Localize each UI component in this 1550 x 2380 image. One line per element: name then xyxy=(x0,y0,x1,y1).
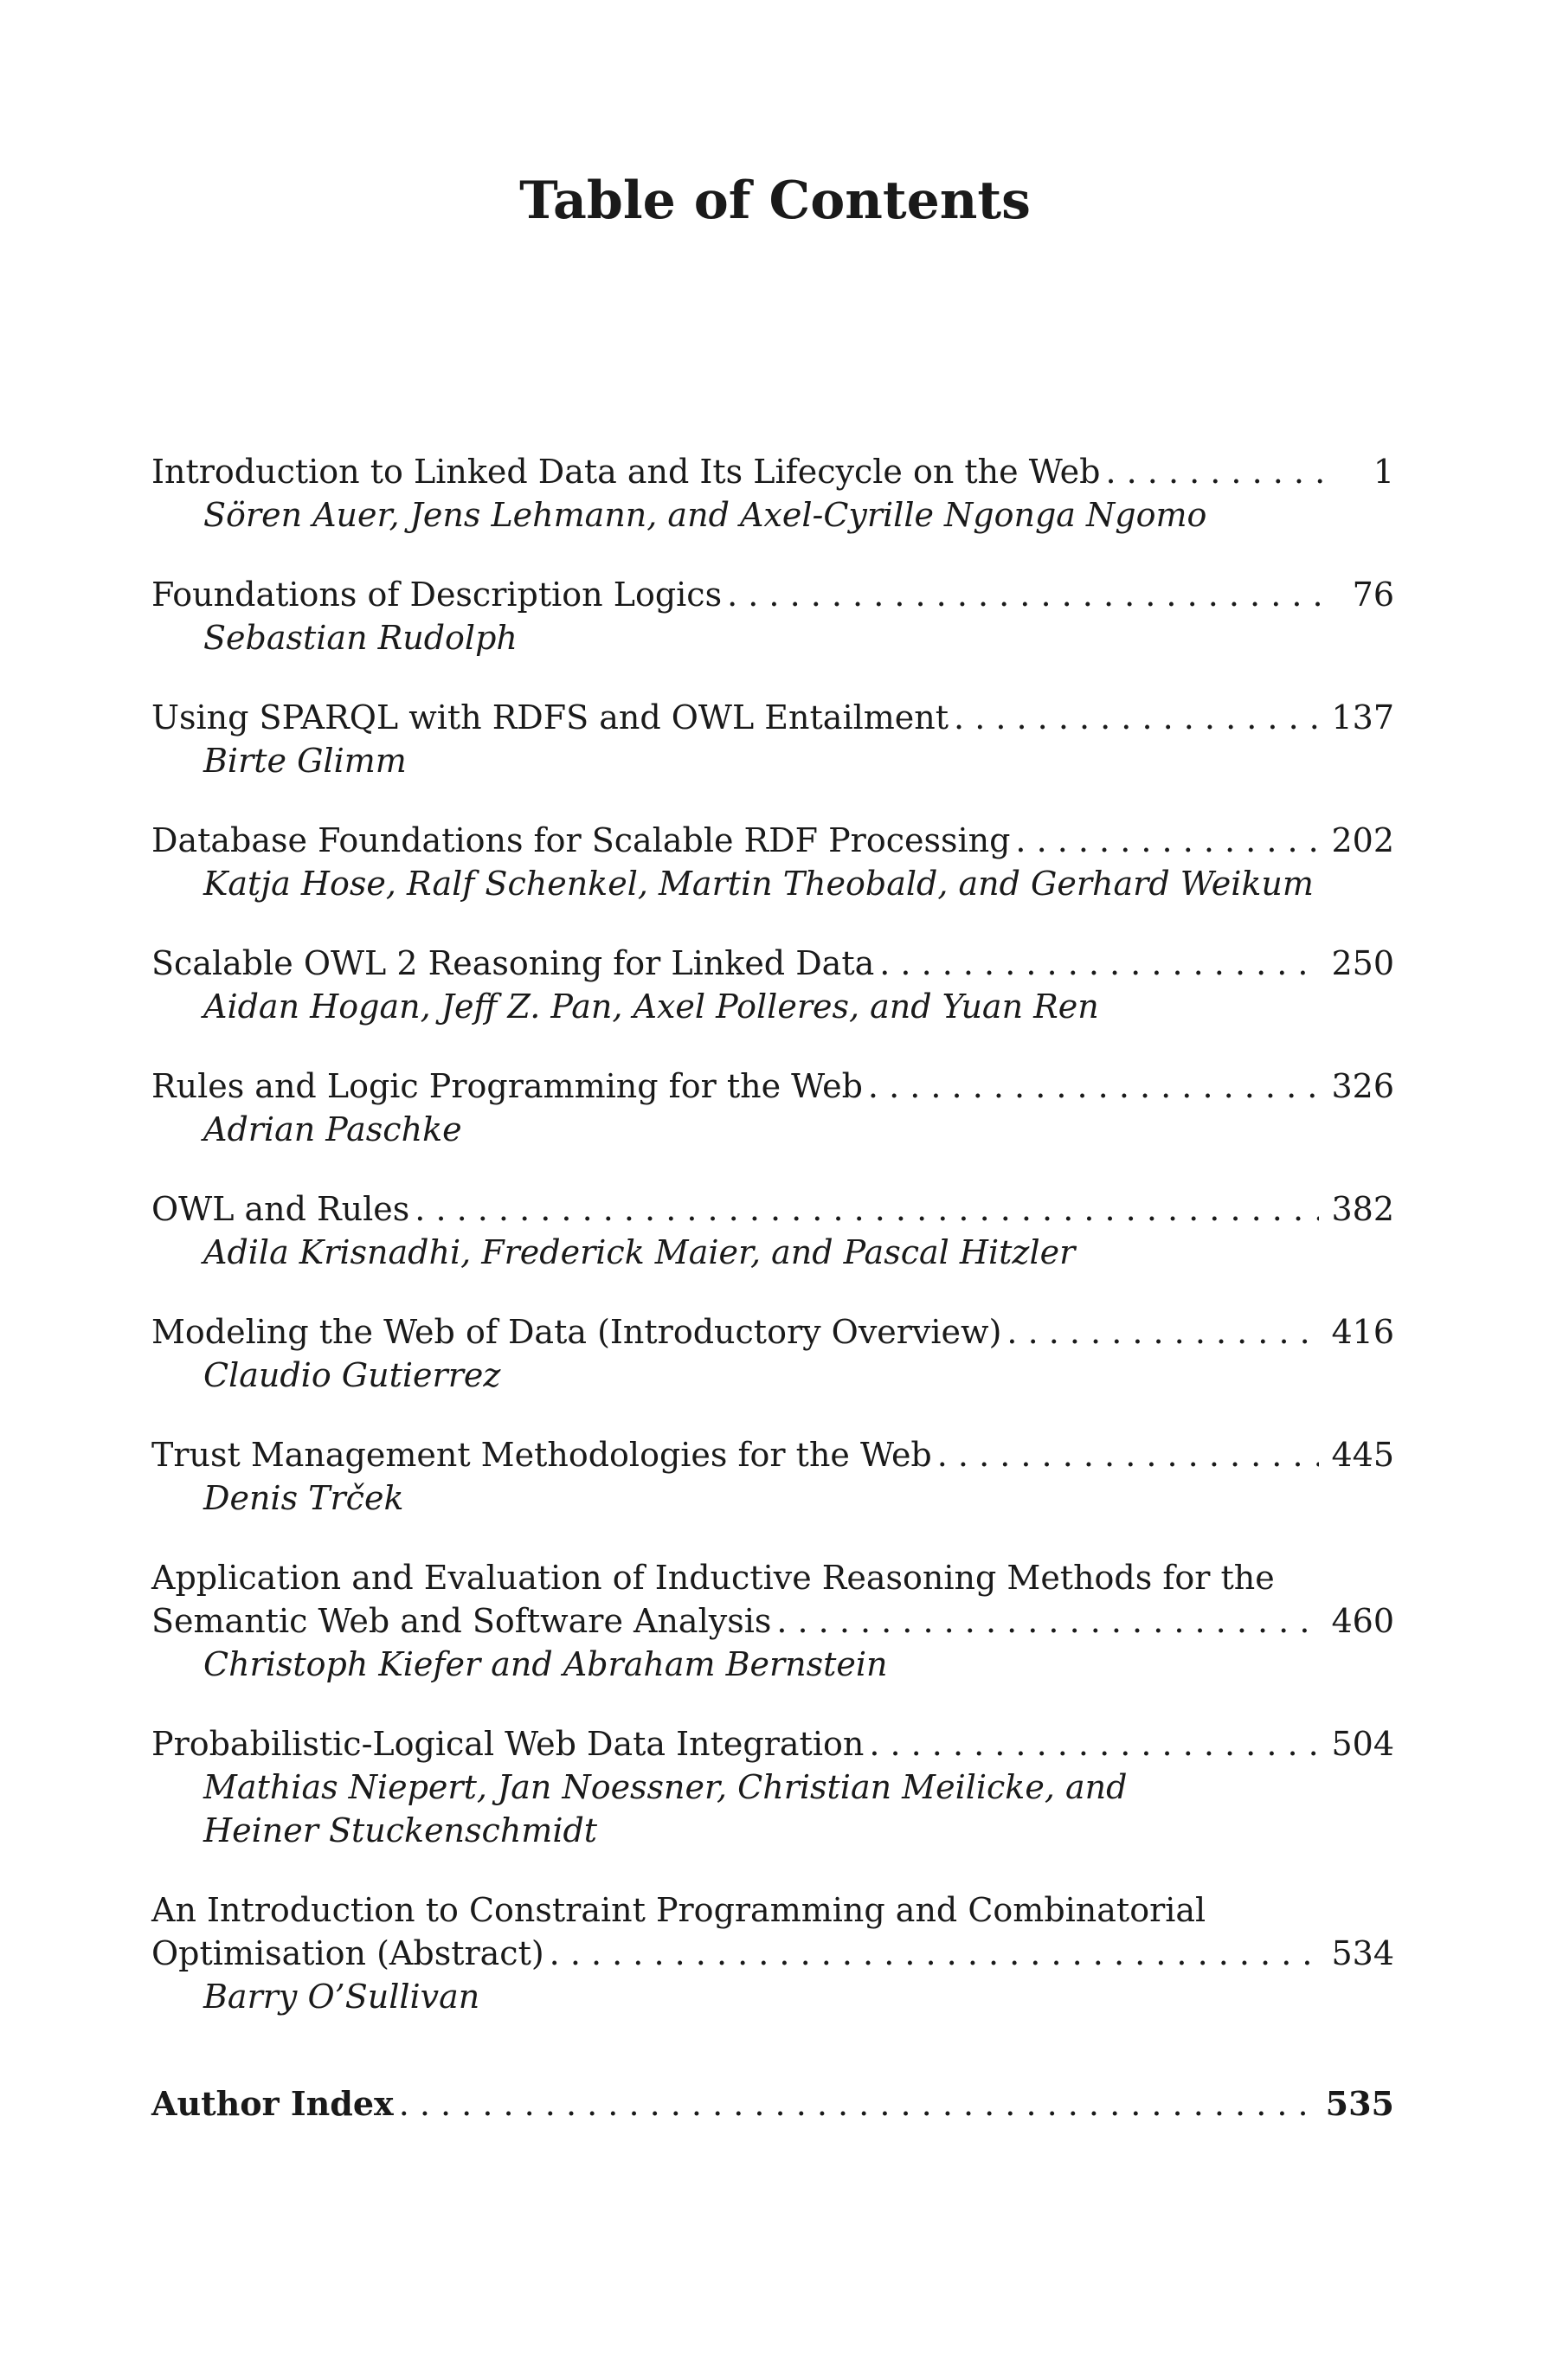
entry-page-number: 382 xyxy=(1331,1190,1394,1228)
entry-title-row xyxy=(151,1433,1394,1476)
dot-leader xyxy=(727,573,1330,616)
entry-title-row xyxy=(151,1310,1394,1354)
toc-entry[interactable] xyxy=(151,1722,1394,1852)
entry-authors: Barry O’Sullivan xyxy=(203,1978,480,2016)
entry-page-number: 1 xyxy=(1373,453,1394,491)
dot-leader xyxy=(399,2082,1314,2126)
table-of-contents xyxy=(151,450,1394,2162)
dot-leader xyxy=(954,696,1319,739)
entry-authors: Adrian Paschke xyxy=(203,1110,462,1148)
entry-title-row xyxy=(151,573,1394,616)
entry-page-number: 445 xyxy=(1331,1436,1394,1474)
dot-leader xyxy=(1105,450,1330,493)
entry-title-row xyxy=(151,1187,1394,1231)
entry-title: Semantic Web and Software Analysis xyxy=(151,1602,772,1640)
entry-authors: Mathias Niepert, Jan Noessner, Christian Meilicke, and xyxy=(203,1768,1128,1806)
toc-entry[interactable] xyxy=(151,1187,1394,1274)
dot-leader xyxy=(415,1187,1319,1231)
entry-authors: Birte Glimm xyxy=(203,742,407,780)
entry-title: OWL and Rules xyxy=(151,1190,410,1228)
entry-authors: Claudio Gutierrez xyxy=(203,1356,501,1394)
entry-title-row xyxy=(151,696,1394,739)
toc-entry[interactable] xyxy=(151,1556,1394,1686)
entry-authors: Katja Hose, Ralf Schenkel, Martin Theobald, and Gerhard Weikum xyxy=(203,865,1314,903)
entry-page-number: 416 xyxy=(1331,1313,1394,1351)
entry-title-row xyxy=(151,1932,1394,1975)
author-index-label: Author Index xyxy=(151,2084,394,2123)
dot-leader xyxy=(879,942,1319,985)
entry-authors: Adila Krisnadhi, Frederick Maier, and Pascal Hitzler xyxy=(203,1233,1076,1271)
entry-title: Optimisation (Abstract) xyxy=(151,1934,544,1972)
entry-authors: Heiner Stuckenschmidt xyxy=(203,1811,598,1849)
entry-title: Database Foundations for Scalable RDF Processing xyxy=(151,821,1011,859)
toc-entry[interactable] xyxy=(151,573,1394,659)
author-index-entry[interactable] xyxy=(151,2082,1394,2126)
dot-leader xyxy=(869,1722,1319,1766)
dot-leader xyxy=(937,1433,1320,1476)
author-index-line xyxy=(151,2082,1394,2126)
entry-authors: Sören Auer, Jens Lehmann, and Axel-Cyrille Ngonga Ngomo xyxy=(203,496,1207,534)
toc-entry[interactable] xyxy=(151,450,1394,537)
entry-authors: Aidan Hogan, Jeff Z. Pan, Axel Polleres, and Yuan Ren xyxy=(203,987,1099,1026)
entry-title: Probabilistic-Logical Web Data Integration xyxy=(151,1725,865,1763)
entry-title: Modeling the Web of Data (Introductory Overview) xyxy=(151,1313,1002,1351)
author-index-page: 535 xyxy=(1325,2084,1394,2123)
entry-title-row xyxy=(151,1065,1394,1108)
toc-entry[interactable] xyxy=(151,1888,1394,2018)
entry-page-number: 250 xyxy=(1331,944,1394,982)
entry-title: Rules and Logic Programming for the Web xyxy=(151,1067,863,1105)
dot-leader xyxy=(550,1932,1320,1975)
entry-page-number: 460 xyxy=(1331,1602,1394,1640)
entry-title: Trust Management Methodologies for the Web xyxy=(151,1436,932,1474)
entry-title: Foundations of Description Logics xyxy=(151,576,723,614)
entry-title-row xyxy=(151,819,1394,862)
entry-page-number: 76 xyxy=(1352,576,1394,614)
entry-title: Scalable OWL 2 Reasoning for Linked Data xyxy=(151,944,875,982)
entry-page-number: 504 xyxy=(1331,1725,1394,1763)
entry-title: Using SPARQL with RDFS and OWL Entailment xyxy=(151,698,949,737)
entry-authors: Christoph Kiefer and Abraham Bernstein xyxy=(203,1645,888,1683)
entry-page-number: 137 xyxy=(1331,698,1394,737)
entry-page-number: 202 xyxy=(1331,821,1394,859)
entry-title-row xyxy=(151,1599,1394,1643)
entry-page-number: 326 xyxy=(1331,1067,1394,1105)
entry-authors: Denis Trček xyxy=(203,1479,404,1517)
toc-entry[interactable] xyxy=(151,1065,1394,1151)
entry-title-row xyxy=(151,942,1394,985)
page-title: Table of Contents xyxy=(519,170,1031,231)
toc-entries xyxy=(151,450,1394,2018)
dot-leader xyxy=(1007,1310,1319,1354)
dot-leader xyxy=(868,1065,1320,1108)
toc-entry[interactable] xyxy=(151,942,1394,1028)
entry-title-row xyxy=(151,1722,1394,1766)
entry-title-line: Application and Evaluation of Inductive Reasoning Methods for the xyxy=(151,1559,1275,1597)
toc-entry[interactable] xyxy=(151,1433,1394,1520)
entry-page-number: 534 xyxy=(1331,1934,1394,1972)
entry-title: Introduction to Linked Data and Its Lifecycle on the Web xyxy=(151,453,1101,491)
entry-title-row xyxy=(151,450,1394,493)
dot-leader xyxy=(1015,819,1319,862)
entry-authors: Sebastian Rudolph xyxy=(203,619,518,657)
entry-title-line: An Introduction to Constraint Programming and Combinatorial xyxy=(151,1891,1206,1929)
dot-leader xyxy=(776,1599,1319,1643)
toc-entry[interactable] xyxy=(151,696,1394,782)
toc-entry[interactable] xyxy=(151,1310,1394,1397)
toc-entry[interactable] xyxy=(151,819,1394,905)
